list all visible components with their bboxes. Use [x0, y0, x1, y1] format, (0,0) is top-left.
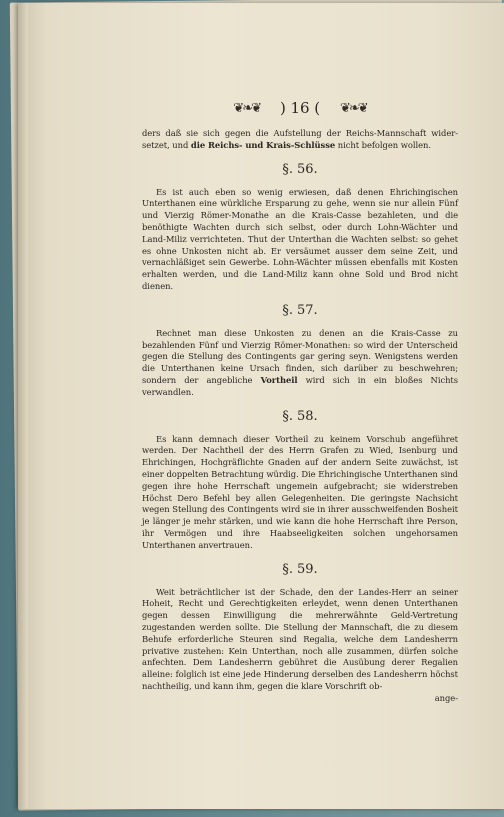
intro-paragraph [142, 128, 458, 152]
section-57-emphasis: Vortheil [260, 374, 298, 385]
section-text-56: Es ist auch eben so wenig erwiesen, daß denen Ehrichingischen Unterthanen eine würkliche Ersparung zu gehe, wenn sie nur allein Fünf und Vierzig Römer-Monathe an die Krais-Casse bezahleten, und die benöthigte Wachten durch sich selbst, oder durch Lohn-Wächter und Land-Miliz verrichteten. Thut der Unterthan die Wachten selbst: so gehet es ohne Unkosten nicht ab. Er versäumet ausser dem seine Zeit, und vernachläßiget sein Gewerbe. Lohn-Wächter müssen ebenfalls mit Kosten erhalten werden, und die Land-Miliz kann ohne Sold und Brod nicht dienen. [142, 186, 458, 291]
section-title-56: §. 56. [282, 161, 318, 177]
intro-text-after: nicht befolgen wollen. [335, 139, 431, 150]
ornament-right-icon: ❦❧❦ [340, 101, 367, 117]
page-edge [18, 3, 28, 809]
page-content [142, 98, 458, 704]
section-57-text-after: wird sich in ein bloßes Nichts verwandlen. [142, 374, 458, 397]
section-57-text-before: Rechnet man diese Unkosten zu denen an die Krais-Casse zu bezahlenden Fünf und Vierzig Römer-Monathen: so wird der Unterscheid gegen die Stellung des Contingents gar gering seyn. Wenigstens werden die Unterthanen keine Ursach finden, sich darüber zu beschwehren; sondern der angebliche [142, 327, 458, 385]
section-title-59: §. 59. [282, 561, 318, 577]
page-number: ) 16 ( [279, 99, 321, 118]
section-title-57: §. 57. [282, 302, 318, 318]
intro-text-before: ders daß sie sich gegen die Aufstellung der Reichs-Mannschaft wider-setzet, und [142, 128, 458, 150]
section-title-58: §. 58. [282, 408, 318, 424]
catchword: ange- [434, 692, 458, 703]
section-text-57 [142, 328, 458, 399]
ornament-left-icon: ❦❧❦ [233, 101, 260, 117]
intro-emphasis: die Reichs- und Krais-Schlüsse [190, 139, 336, 150]
section-text-58: Es kann demnach dieser Vortheil zu keinem Vorschub angeführet werden. Der Nachtheil der des Herrn Grafen zu Wied, Isenburg und Ehrichingen, Hochgräflichte Gnaden auf der andern Seite zuwächst, ist einer doppelten Betrachtung würdig. Die Ehrichingische Unterthanen sind gegen ihre hohe Herrschaft ungemein aufgebracht; sie widerstreben Höchst Dero Befehl bey allen Gelegenheiten. Die geringste Nachsicht wegen Stellung des Contingents wird sie in ihrer ausschweifenden Bosheit je länger je mehr stärken, und wie kann die hohe Herrschaft ihre Person, ihr Vermögen und ihre Haabseeligkeiten solchen ungehorsamen Unterthanen anvertrauen. [142, 433, 458, 550]
section-text-59: Weit beträchtlicher ist der Schade, den der Landes-Herr an seiner Hoheit, Recht und Gerechtigkeiten erleydet, wenn denen Unterthanen gegen dessen Einwilligung die mehrerwähnte Geld-Vertretung zugestanden werden sollte. Die Stellung der Mannschaft, die zu diesem Behufe erforderliche Steuren sind Regalia, welche dem Landesherrn privative zustehen: Kein Unterthan, noch alle zusammen, dürfen solche anfechten. Dem Landesherrn gebühret die Ausübung derer Regalien alleine: folglich ist eine jede Hinderung derselben des Landesherrn höchst nachtheilig, und kann ihm, gegen die klare Vorschrift ob- [142, 586, 458, 691]
page-header [142, 98, 458, 120]
